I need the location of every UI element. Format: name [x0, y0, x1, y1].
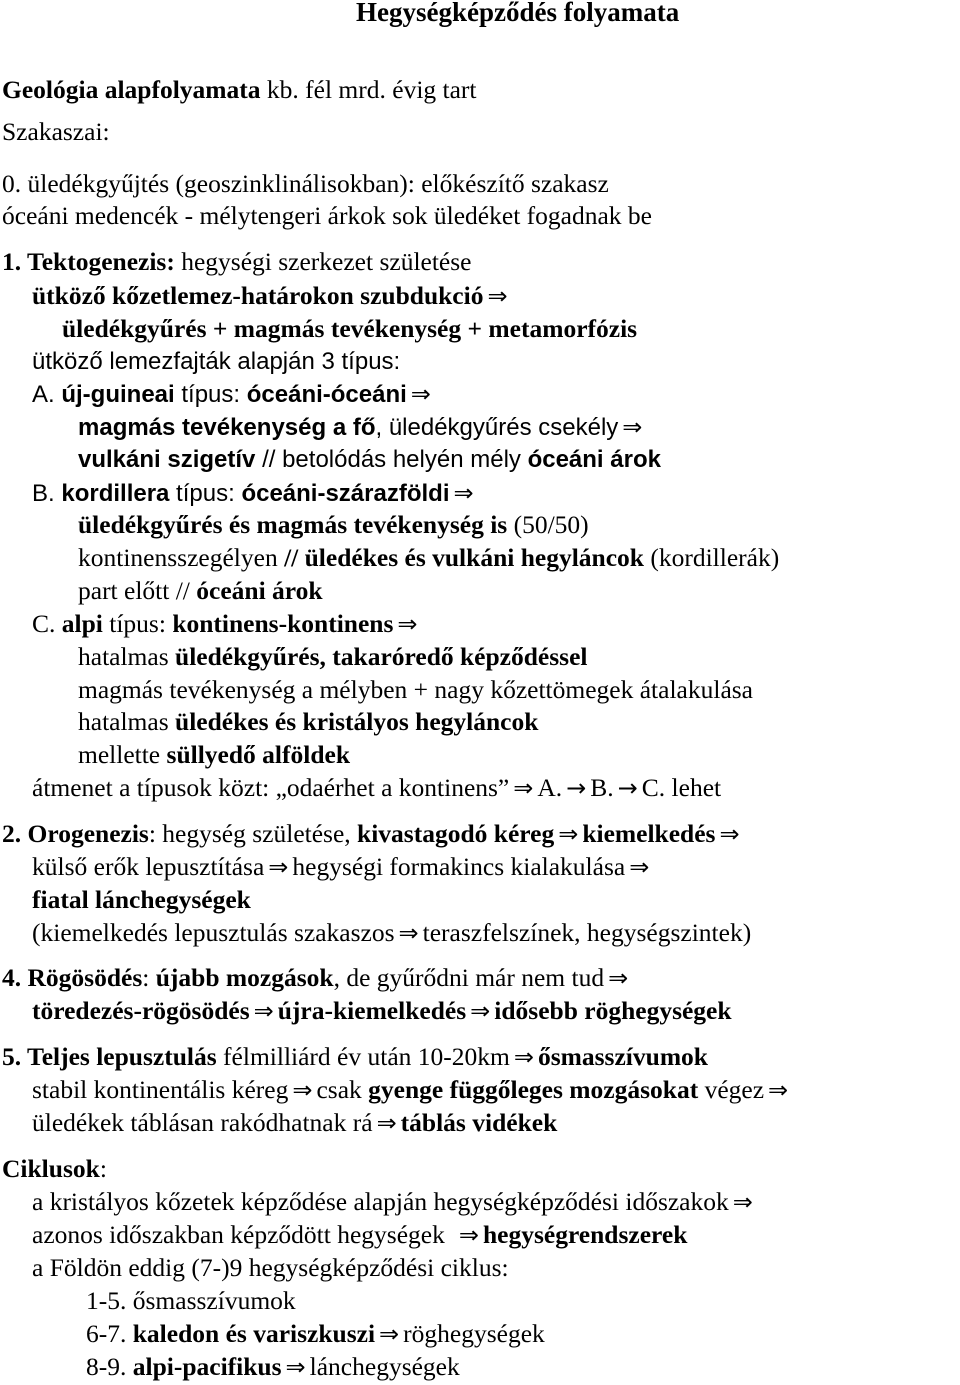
- typeB-l4-pre: part előtt //: [78, 576, 197, 605]
- phase2-line3: [32, 884, 251, 916]
- phase5-l2b: csak: [316, 1075, 369, 1104]
- cycle2-rest: röghegységek: [403, 1319, 545, 1348]
- typeB-line3: [78, 542, 779, 574]
- phase4-heading: [2, 962, 632, 994]
- typeA-l3-bold2: óceáni árok: [527, 446, 661, 473]
- cycles-label: Ciklusok: [2, 1154, 100, 1183]
- intro-lead: Geológia alapfolyamata: [2, 75, 261, 104]
- implies-icon: ⇒: [608, 964, 629, 992]
- phase2-l2b: hegységi formakincs kialakulása: [292, 852, 626, 881]
- implies-icon: ⇒: [487, 282, 508, 310]
- phase2-l4b: teraszfelszínek, hegységszintek): [422, 918, 752, 947]
- phase2-head-bold2: kivastagodó kéreg: [357, 819, 555, 848]
- cycle3-bold: alpi-pacifikus: [132, 1352, 282, 1381]
- implies-icon: ⇒: [558, 820, 579, 848]
- phase4-line2: [32, 995, 732, 1027]
- cycles-l1-text: a kristályos kőzetek képződése alapján hegységképződési időszakok: [32, 1187, 729, 1216]
- typeB-l2-bold: üledékgyűrés és magmás tevékenység is: [78, 510, 508, 539]
- phase1-line3-bold: üledékgyűrés + magmás tevékenység + metamorfózis: [62, 314, 638, 343]
- phase5-head-bold2: ősmasszívumok: [537, 1042, 708, 1071]
- phase2-head-bold: 2. Orogenezis: [2, 819, 149, 848]
- typeB-heading: [32, 477, 478, 510]
- transition-c: C. lehet: [641, 773, 722, 802]
- cycles-label-rest: :: [99, 1154, 107, 1183]
- typeB-mid: típus:: [169, 480, 242, 507]
- phase2-line2: [32, 851, 653, 883]
- implies-icon: ⇒: [410, 380, 431, 408]
- typeC-l4-bold: üledékes és kristályos hegyláncok: [175, 707, 539, 736]
- implies-icon: ⇒: [398, 919, 419, 947]
- transition-a: A.: [537, 773, 563, 802]
- phase4-head-rest: , de gyűrődni már nem tud: [333, 963, 605, 992]
- typeB-bold2: óceáni-szárazföldi: [241, 480, 450, 507]
- typeC-l5-pre: mellette: [78, 740, 167, 769]
- transition-line: [32, 772, 721, 804]
- implies-icon: ⇒: [732, 1188, 753, 1216]
- cycles-line2: [32, 1219, 687, 1251]
- phase4-l2a: töredezés-rögösödés: [32, 996, 250, 1025]
- implies-icon: ⇒: [629, 853, 650, 881]
- typeC-line2: [78, 641, 588, 673]
- phase1-head-rest: hegységi szerkezet születése: [174, 247, 472, 276]
- cycle-item-3: [86, 1351, 460, 1383]
- page-title: Hegységképződés folyamata: [356, 0, 680, 27]
- typeA-l3-bold: vulkáni szigetív: [78, 446, 256, 473]
- cycles-l2a: azonos időszakban képződött hegységek: [32, 1220, 445, 1249]
- phase1-line3: [62, 313, 637, 345]
- typeB-line2: [78, 509, 589, 541]
- typeC-l4-pre: hatalmas: [78, 707, 176, 736]
- implies-icon: ⇒: [513, 774, 534, 802]
- phase1-head-bold: 1. Tektogenezis:: [2, 247, 175, 276]
- phase2-head-mid: : hegység születése,: [148, 819, 358, 848]
- phase5-l2a: stabil kontinentális kéreg: [32, 1075, 289, 1104]
- typeA-l2-bold: magmás tevékenység a fő: [78, 414, 376, 441]
- intro-line: [2, 74, 477, 106]
- typeB-l3-pre: kontinensszegélyen: [78, 543, 285, 572]
- typeC-line3: magmás tevékenység a mélyben + nagy kőzettömegek átalakulása: [78, 675, 754, 704]
- typeC-heading: [32, 608, 422, 640]
- implies-icon: ⇒: [376, 1109, 397, 1137]
- implies-icon: ⇒: [253, 997, 274, 1025]
- phase4-head-mid: :: [142, 963, 156, 992]
- arrow-right-icon: →: [566, 774, 587, 802]
- cycles-l2b-bold: hegységrendszerek: [482, 1220, 688, 1249]
- cycles-heading: [2, 1153, 107, 1185]
- typeC-bold1: alpi: [61, 609, 103, 638]
- typeB-l4-bold: óceáni árok: [196, 576, 323, 605]
- implies-icon: ⇒: [379, 1320, 400, 1348]
- transition-pre: átmenet a típusok közt: „odaérhet a kontinens”: [32, 773, 510, 802]
- typeA-bold2: óceáni-óceáni: [246, 381, 407, 408]
- implies-icon: ⇒: [285, 1353, 306, 1381]
- typeC-l2-pre: hatalmas: [78, 642, 176, 671]
- phase5-head-rest: félmilliárd év után 10-20km: [216, 1042, 510, 1071]
- phase2-l3-bold: fiatal lánchegységek: [32, 885, 251, 914]
- phase1-line2: [32, 280, 512, 312]
- typeC-pre: C.: [32, 609, 62, 638]
- cycle2-bold: kaledon és variszkuszi: [132, 1319, 376, 1348]
- phase2-head-bold3: kiemelkedés: [582, 819, 716, 848]
- phase2-line4: [32, 917, 751, 949]
- phase1-line4: ütköző lemezfajták alapján 3 típus:: [32, 348, 401, 375]
- typeA-l2-rest: , üledékgyűrés csekély: [375, 414, 619, 441]
- typeA-line3: [78, 444, 661, 476]
- phase5-l3b-bold: táblás vidékek: [400, 1108, 558, 1137]
- typeA-pre: A.: [32, 381, 62, 408]
- implies-icon: ⇒: [292, 1076, 313, 1104]
- implies-icon: ⇒: [768, 1076, 789, 1104]
- typeC-l2-bold: üledékgyűrés, takaróredő képződéssel: [175, 642, 588, 671]
- implies-icon: ⇒: [268, 853, 289, 881]
- typeC-l5-bold: süllyedő alföldek: [166, 740, 351, 769]
- typeB-line4: [78, 575, 323, 607]
- implies-icon: ⇒: [513, 1043, 534, 1071]
- phase5-l2b-bold: gyenge függőleges mozgásokat: [368, 1075, 699, 1104]
- implies-icon: ⇒: [458, 1221, 479, 1249]
- typeB-pre: B.: [32, 480, 62, 507]
- phase1-heading: [2, 246, 472, 278]
- phase5-heading: [2, 1041, 708, 1073]
- implies-icon: ⇒: [622, 413, 643, 441]
- typeA-bold1: új-guineai: [61, 381, 175, 408]
- implies-icon: ⇒: [397, 610, 418, 638]
- typeB-bold1: kordillera: [61, 480, 170, 507]
- phase5-line2: [32, 1074, 792, 1106]
- phase4-l2b: újra-kiemelkedés: [277, 996, 467, 1025]
- cycle-item-1: 1-5. ősmasszívumok: [86, 1286, 296, 1315]
- typeB-l3-rest: (kordillerák): [643, 543, 780, 572]
- phase2-l4a: (kiemelkedés lepusztulás szakaszos: [32, 918, 395, 947]
- implies-icon: ⇒: [453, 479, 474, 507]
- implies-icon: ⇒: [470, 997, 491, 1025]
- cycle-item-2: [86, 1318, 545, 1350]
- phase0-line1: 0. üledékgyűjtés (geoszinklinálisokban): előkészítő szakasz: [2, 169, 609, 198]
- typeA-l3-mid: // betolódás helyén mély: [255, 446, 528, 473]
- typeC-mid: típus:: [102, 609, 173, 638]
- transition-b: B.: [590, 773, 614, 802]
- typeC-line5: [78, 739, 350, 771]
- phase2-heading: [2, 818, 744, 850]
- typeA-line2: [78, 411, 646, 444]
- typeB-l2-rest: (50/50): [507, 510, 589, 539]
- phase5-l3a: üledékek táblásan rakódhatnak rá: [32, 1108, 373, 1137]
- typeA-heading: [32, 378, 435, 411]
- typeC-line4: [78, 706, 538, 738]
- phase2-l2a: külső erők lepusztítása: [32, 852, 265, 881]
- phase5-l2b-rest: végez: [698, 1075, 765, 1104]
- intro-rest: kb. fél mrd. évig tart: [260, 75, 477, 104]
- typeB-l3-bold: // üledékes és vulkáni hegyláncok: [284, 543, 644, 572]
- phase5-line3: [32, 1107, 557, 1139]
- phase5-head-bold: 5. Teljes lepusztulás: [2, 1042, 217, 1071]
- phase4-l2c: idősebb röghegységek: [494, 996, 732, 1025]
- typeA-mid: típus:: [174, 381, 247, 408]
- cycles-line3: a Földön eddig (7-)9 hegységképződési ciklus:: [32, 1253, 509, 1282]
- phase4-head-bold: 4. Rögösödés: [2, 963, 143, 992]
- phases-label: Szakaszai:: [2, 117, 110, 146]
- phase4-head-bold2: újabb mozgások: [155, 963, 334, 992]
- arrow-right-icon: →: [617, 774, 638, 802]
- phase0-line2: óceáni medencék - mélytengeri árkok sok üledéket fogadnak be: [2, 201, 652, 230]
- cycle3-rest: lánchegységek: [309, 1352, 460, 1381]
- cycles-line1: [32, 1186, 757, 1218]
- cycle2-pre: 6-7.: [86, 1319, 133, 1348]
- implies-icon: ⇒: [719, 820, 740, 848]
- phase1-line2-bold: ütköző kőzetlemez-határokon szubdukció: [32, 281, 484, 310]
- typeC-bold2: kontinens-kontinens: [172, 609, 394, 638]
- cycle3-pre: 8-9.: [86, 1352, 133, 1381]
